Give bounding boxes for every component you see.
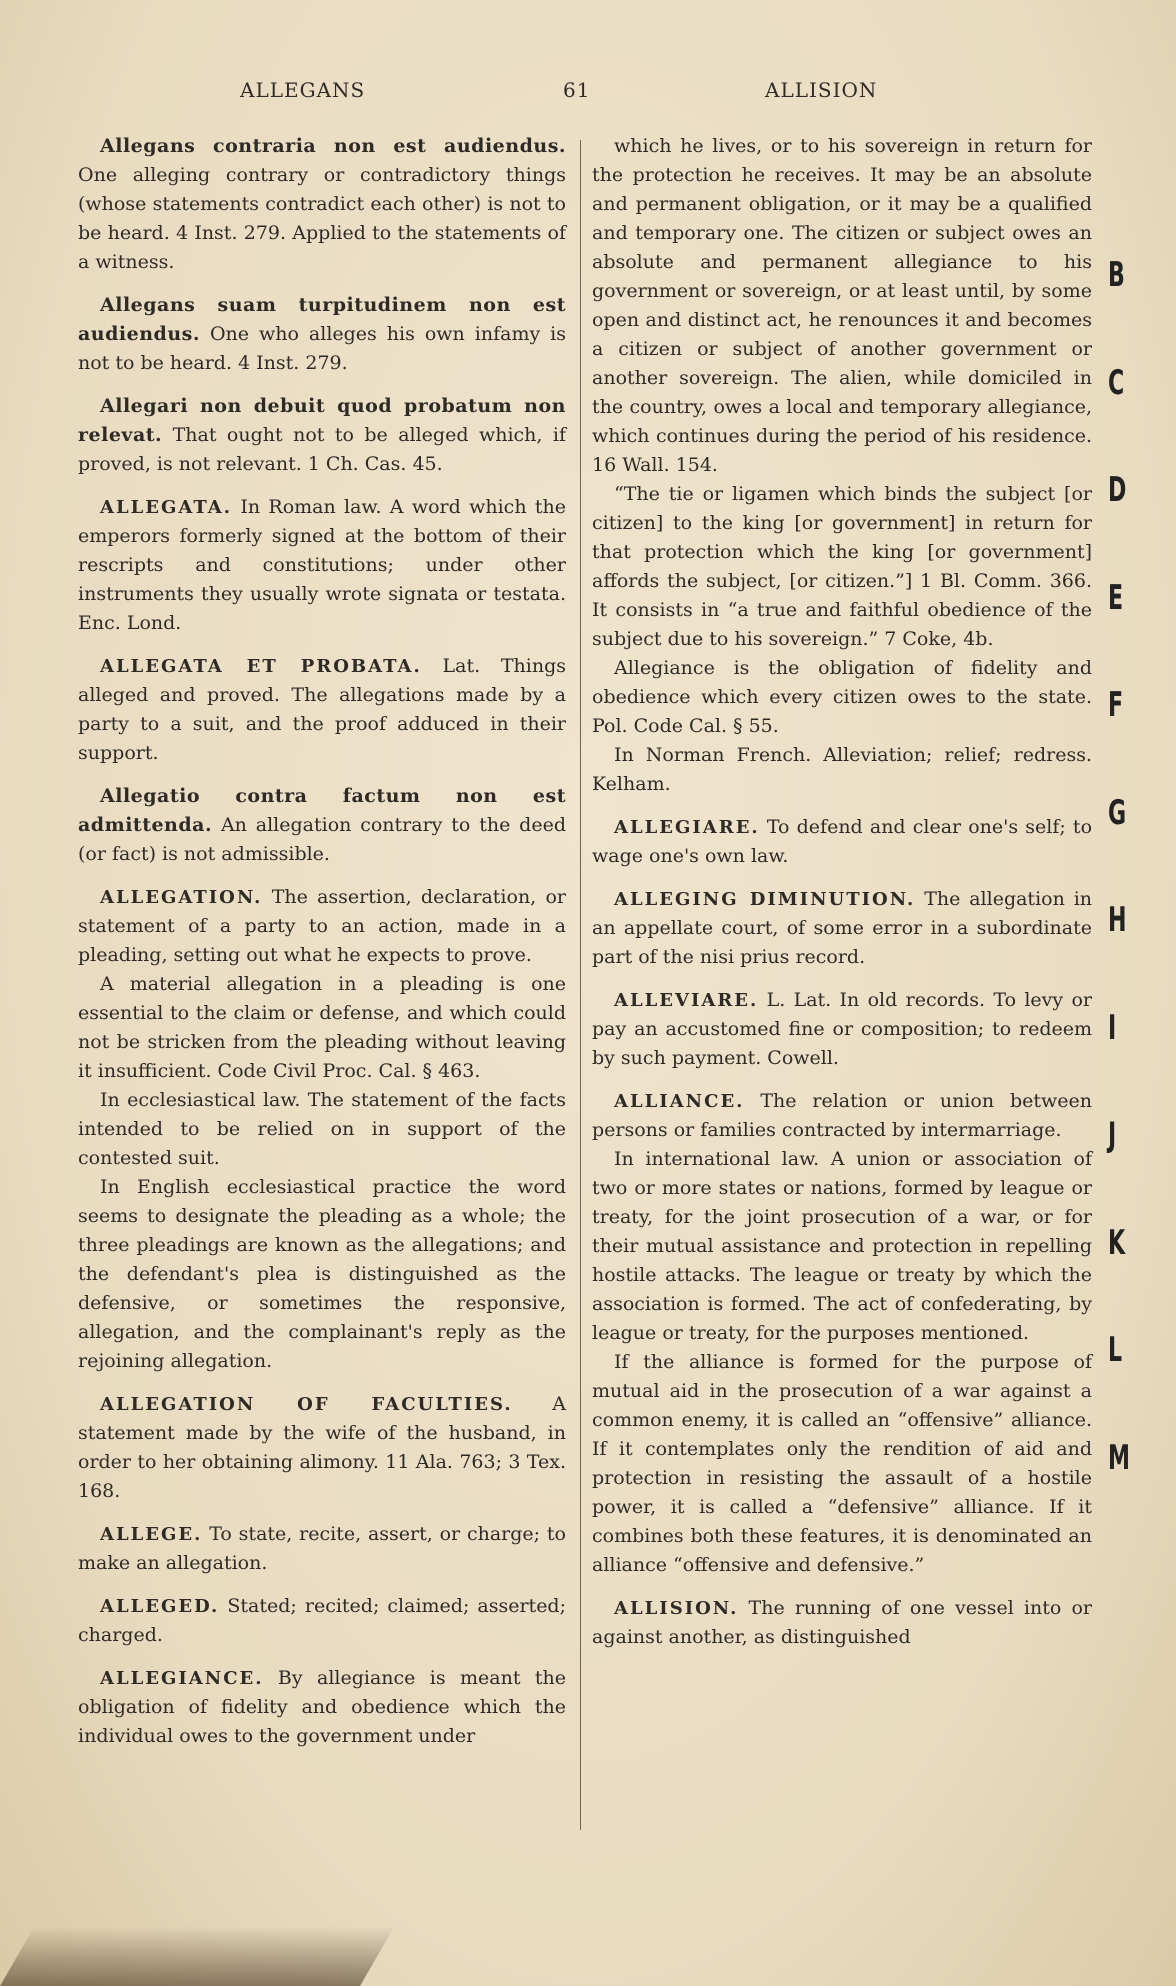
entry-headword: Allegans suam turpitudinem non est audiendus. bbox=[78, 294, 566, 345]
entry-paragraph bbox=[78, 883, 566, 970]
entry-paragraph bbox=[78, 782, 566, 869]
entry-paragraph bbox=[592, 1087, 1092, 1145]
dictionary-entry bbox=[78, 1592, 566, 1650]
thumb-index-letter[interactable]: E bbox=[1108, 577, 1124, 618]
page-number: 61 bbox=[563, 78, 591, 102]
dictionary-entry bbox=[78, 1664, 566, 1751]
entry-text: In Roman law. A word which the emperors formerly signed at the bottom of their rescripts and constitutions; under other instruments they usually wrote signata or testata. Enc. Lond. bbox=[78, 496, 566, 634]
dictionary-entry bbox=[78, 291, 566, 378]
running-head-right: ALLISION bbox=[765, 78, 878, 102]
entry-headword: Allegatio contra factum non est admittenda. bbox=[78, 785, 566, 836]
entry-text: Allegiance is the obligation of fidelity and obedience which every citizen owes to the state. Pol. Code Cal. § 55. bbox=[592, 657, 1092, 737]
entry-paragraph bbox=[592, 1145, 1092, 1348]
entry-paragraph bbox=[78, 1086, 566, 1173]
entry-text: In ecclesiastical law. The statement of the facts intended to be relied on in support of the contested suit. bbox=[78, 1089, 566, 1169]
entry-text: In Norman French. Alleviation; relief; redress. Kelham. bbox=[592, 744, 1092, 795]
entry-paragraph bbox=[592, 1348, 1092, 1580]
thumb-index-letter[interactable]: B bbox=[1108, 255, 1125, 295]
entry-headword: ALLEGATION. bbox=[100, 887, 263, 908]
thumb-index-letter[interactable]: M bbox=[1108, 1437, 1130, 1478]
entry-headword: ALLEGATA. bbox=[100, 497, 232, 518]
dictionary-entry bbox=[78, 883, 566, 1376]
right-column bbox=[592, 132, 1092, 1666]
entry-text: The assertion, declaration, or statement of a party to an action, made in a pleading, setting out what he expects to prove. bbox=[78, 886, 566, 966]
entry-headword: ALLISION. bbox=[614, 1598, 739, 1619]
dictionary-entry bbox=[78, 652, 566, 768]
entry-paragraph bbox=[78, 652, 566, 768]
entry-paragraph bbox=[592, 885, 1092, 972]
dictionary-entry bbox=[592, 1087, 1092, 1580]
entry-paragraph bbox=[592, 741, 1092, 799]
entry-text: To state, recite, assert, or charge; to make an allegation. bbox=[78, 1523, 566, 1574]
dictionary-entry bbox=[592, 132, 1092, 799]
entry-text: In English ecclesiastical practice the word seems to designate the pleading as a whole; the three pleadings are known as the allegations; and the defendant's plea is distinguished as the defensive, or sometimes the responsive, allegation, and the complainant's reply as the rejoining allegation. bbox=[78, 1176, 566, 1372]
entry-headword: ALLEGED. bbox=[100, 1596, 220, 1617]
page-edge-shadow bbox=[0, 1926, 395, 1986]
entry-text: An allegation contrary to the deed (or fact) is not admissible. bbox=[78, 814, 566, 865]
thumb-index-letter[interactable]: I bbox=[1108, 1007, 1117, 1048]
dictionary-entry bbox=[78, 493, 566, 638]
entry-text: One alleging contrary or contradictory things (whose statements contradict each other) is not to be heard. 4 Inst. 279. Applied to the statements of a witness. bbox=[78, 164, 566, 273]
entry-paragraph bbox=[78, 132, 566, 277]
entry-paragraph bbox=[592, 654, 1092, 741]
dictionary-entry bbox=[78, 1520, 566, 1578]
entry-text: To defend and clear one's self; to wage one's own law. bbox=[592, 816, 1093, 867]
entry-text: The running of one vessel into or against another, as distinguished bbox=[592, 1597, 1092, 1648]
dictionary-entry bbox=[592, 986, 1092, 1073]
dictionary-entry bbox=[592, 885, 1092, 972]
entry-headword: ALLEGATION OF FACULTIES. bbox=[100, 1394, 513, 1415]
dictionary-entry bbox=[78, 1390, 566, 1506]
entry-paragraph bbox=[592, 813, 1092, 871]
thumb-index-letter[interactable]: H bbox=[1108, 900, 1127, 940]
dictionary-entry bbox=[78, 132, 566, 277]
entry-headword: Allegari non debuit quod probatum non relevat. bbox=[78, 395, 566, 446]
entry-paragraph bbox=[78, 493, 566, 638]
entry-text: By allegiance is meant the obligation of fidelity and obedience which the individual owes to the government under bbox=[78, 1667, 566, 1747]
dictionary-entry bbox=[592, 813, 1092, 871]
entry-headword: Allegans contraria non est audiendus. bbox=[100, 135, 566, 157]
entry-text: That ought not to be alleged which, if proved, is not relevant. 1 Ch. Cas. 45. bbox=[78, 424, 566, 475]
dictionary-entry bbox=[78, 392, 566, 479]
entry-headword: ALLEGATA ET PROBATA. bbox=[100, 656, 422, 677]
entry-paragraph bbox=[78, 970, 566, 1086]
entry-paragraph bbox=[592, 480, 1092, 654]
entry-text: The allegation in an appellate court, of some error in a subordinate part of the nisi prius record. bbox=[592, 888, 1093, 968]
thumb-index-letter[interactable]: K bbox=[1108, 1222, 1126, 1263]
entry-paragraph bbox=[592, 1594, 1092, 1652]
entry-text: If the alliance is formed for the purpose of mutual aid in the prosecution of a war against a common enemy, it is called an “offensive” alliance. If it contemplates only the rendition of aid and protection in resisting the assault of a hostile power, it is called a “defensive” alliance. If it combines both these features, it is denominated an alliance “offensive and defensive.” bbox=[592, 1351, 1092, 1576]
entry-text: A statement made by the wife of the husband, in order to her obtaining alimony. 11 Ala. 763; 3 Tex. 168. bbox=[78, 1393, 566, 1502]
entry-text: In international law. A union or association of two or more states or nations, formed by league or treaty, for the joint prosecution of a war, or for their mutual assistance and protection in repelling hostile attacks. The league or treaty by which the association is formed. The act of confederating, by league or treaty, for the purposes mentioned. bbox=[592, 1148, 1092, 1344]
column-rule bbox=[580, 140, 581, 1830]
entry-paragraph bbox=[78, 1173, 566, 1376]
thumb-index-letter[interactable]: L bbox=[1108, 1330, 1123, 1370]
thumb-index-letter[interactable]: D bbox=[1108, 470, 1127, 510]
thumb-index-letter[interactable]: J bbox=[1108, 1115, 1117, 1155]
running-head-left: ALLEGANS bbox=[240, 78, 366, 102]
entry-headword: ALLEGIANCE. bbox=[100, 1668, 264, 1689]
entry-paragraph bbox=[78, 1390, 566, 1506]
entry-paragraph bbox=[78, 291, 566, 378]
entry-paragraph bbox=[592, 132, 1092, 480]
entry-text: A material allegation in a pleading is one essential to the claim or defense, and which could not be stricken from the pleading without leaving it insufficient. Code Civil Proc. Cal. § 463. bbox=[78, 973, 566, 1082]
entry-text: Lat. Things alleged and proved. The allegations made by a party to a suit, and the proof adduced in their support. bbox=[78, 655, 567, 764]
entry-paragraph bbox=[78, 1520, 566, 1578]
thumb-index-letter[interactable]: C bbox=[1108, 362, 1125, 403]
entry-paragraph bbox=[78, 1664, 566, 1751]
entry-headword: ALLEVIARE. bbox=[614, 990, 759, 1011]
left-column bbox=[78, 132, 566, 1765]
dictionary-entry bbox=[592, 1594, 1092, 1652]
entry-paragraph bbox=[78, 1592, 566, 1650]
entry-text: which he lives, or to his sovereign in return for the protection he receives. It may be an absolute and permanent obligation, or it may be a qualified and temporary one. The citizen or subject owes an absolute and permanent allegiance to his government or sovereign, or at least until, by some open and distinct act, he renounces it and becomes a citizen or subject of another government or another sovereign. The alien, while domiciled in the country, owes a local and temporary allegiance, which continues during the period of his residence. 16 Wall. 154. bbox=[592, 135, 1092, 476]
thumb-index-letter[interactable]: F bbox=[1108, 685, 1124, 725]
entry-text: One who alleges his own infamy is not to be heard. 4 Inst. 279. bbox=[78, 323, 567, 374]
entry-paragraph bbox=[78, 392, 566, 479]
entry-text: The relation or union between persons or families contracted by intermarriage. bbox=[592, 1090, 1092, 1141]
entry-paragraph bbox=[592, 986, 1092, 1073]
entry-headword: ALLIANCE. bbox=[614, 1091, 745, 1112]
entry-headword: ALLEGING DIMINUTION. bbox=[614, 889, 916, 910]
entry-headword: ALLEGE. bbox=[100, 1524, 203, 1545]
thumb-index-letter[interactable]: G bbox=[1108, 792, 1127, 833]
entry-text: Stated; recited; claimed; asserted; charged. bbox=[78, 1595, 566, 1646]
entry-text: L. Lat. In old records. To levy or pay an accustomed fine or composition; to redeem by such payment. Cowell. bbox=[592, 989, 1092, 1069]
entry-headword: ALLEGIARE. bbox=[614, 817, 760, 838]
entry-text: “The tie or ligamen which binds the subject [or citizen] to the king [or government] in return for that protection which the king [or government] affords the subject, [or citizen.”] 1 Bl. Comm. 366. It consists in “a true and faithful obedience of the subject due to his sovereign.” 7 Coke, 4b. bbox=[592, 483, 1092, 650]
dictionary-entry bbox=[78, 782, 566, 869]
